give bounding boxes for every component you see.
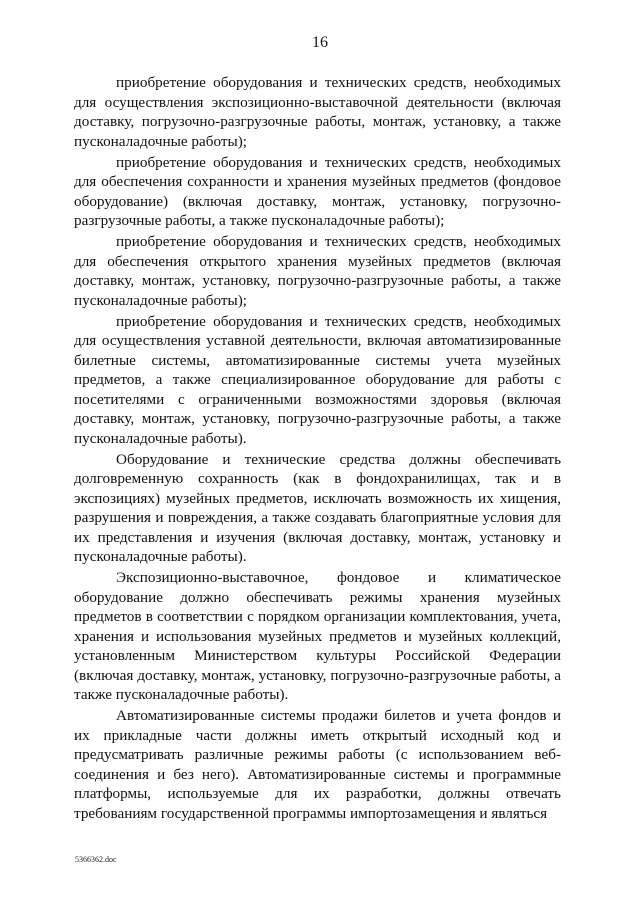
document-body: [74, 73, 561, 823]
document-file-code: 5366362.doc: [75, 855, 117, 864]
paragraph: Оборудование и технические средства должны обеспечивать долговременную сохранность (как в фондохранилищах, так и в экспозициях) музейных предметов, исключать возможность их хищения, разрушения и повреждения, а также создавать благоприятные условия для их представления и изучения (включая доставку, монтаж, установку и пусконаладочные работы).: [74, 450, 561, 565]
paragraph: приобретение оборудования и технических средств, необходимых для обеспечения сохранности и хранения музейных предметов (фондовое оборудование) (включая доставку, монтаж, установку, погрузочно-разгрузочные работы, а также пусконаладочные работы);: [74, 153, 561, 229]
paragraph: Автоматизированные системы продажи билетов и учета фондов и их прикладные части должны иметь открытый исходный код и предусматривать различные режимы работы (с использованием веб-соединения и без него). Автоматизированные системы и программные платформы, используемые для их разработки, должны отвечать требованиям государственной программы импортозамещения и являться: [74, 707, 561, 822]
paragraph: приобретение оборудования и технических средств, необходимых для осуществления экспозиционно-выставочной деятельности (включая доставку, погрузочно-разгрузочные работы, монтаж, установку, а также пусконаладочные работы);: [74, 74, 561, 150]
paragraph: Экспозиционно-выставочное, фондовое и климатическое оборудование должно обеспечивать режимы хранения музейных предметов в соответствии с порядком организации комплектования, учета, хранения и использования музейных предметов и музейных коллекций, установленным Министерством культуры Российской Федерации (включая доставку, монтаж, установку, погрузочно-разгрузочные работы, а также пусконаладочные работы).: [74, 569, 561, 703]
paragraph: приобретение оборудования и технических средств, необходимых для обеспечения открытого хранения музейных предметов (включая доставку, монтаж, установку, погрузочно-разгрузочные работы, а также пусконаладочные работы);: [74, 233, 561, 309]
paragraph: приобретение оборудования и технических средств, необходимых для осуществления уставной деятельности, включая автоматизированные билетные системы, автоматизированные системы учета музейных предметов, а также специализированное оборудование для работы с посетителями с ограниченными возможностями здоровья (включая доставку, монтаж, установку, погрузочно-разгрузочные работы, а также пусконаладочные работы).: [74, 312, 561, 447]
page-number: 16: [312, 34, 328, 51]
